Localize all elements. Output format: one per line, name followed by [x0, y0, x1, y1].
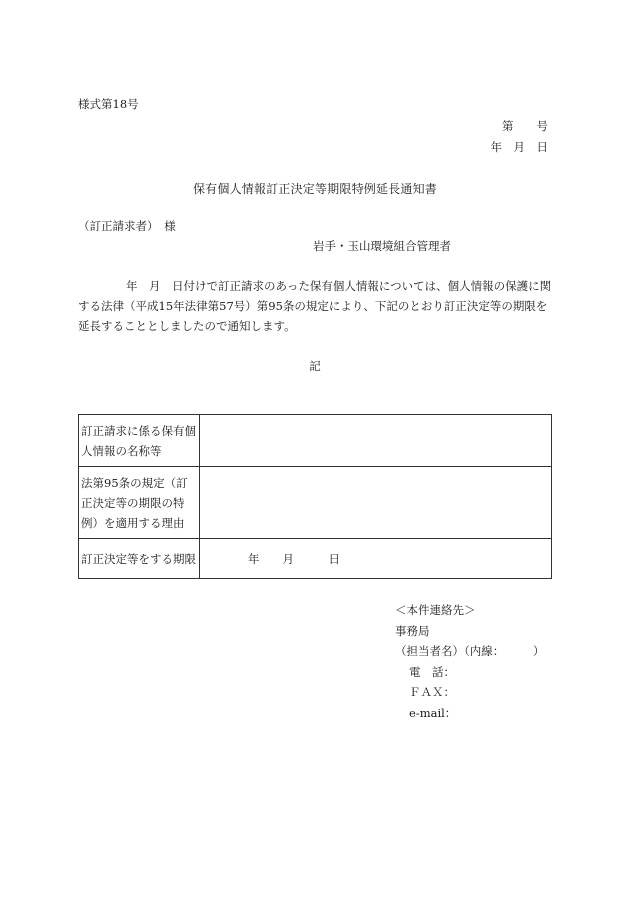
contact-email: e-mail：: [409, 705, 457, 720]
contact-person: （担当者名）（内線： ）: [395, 644, 545, 658]
row-value-deadline[interactable]: 年 月 日: [200, 539, 552, 579]
row-label-reason: 法第95条の規定（訂正決定等の期限の特例）を適用する理由: [79, 467, 200, 539]
contact-fax: ＦＡＸ：: [409, 685, 455, 699]
contact-phone: 電 話：: [409, 664, 455, 679]
document-title: 保有個人情報訂正決定等期限特例延長通知書: [192, 182, 437, 196]
row-value-reason[interactable]: [200, 467, 552, 539]
contact-block: [395, 600, 545, 723]
document-number: 第 号: [502, 119, 548, 133]
row-label-info-name: 訂正請求に係る保有個人情報の名称等: [79, 415, 200, 467]
document-date: 年 月 日: [490, 140, 548, 154]
table-row: [79, 415, 552, 467]
sender: 岩手・玉山環境組合管理者: [313, 239, 451, 253]
form-number: 様式第18号: [78, 97, 139, 111]
row-label-deadline: 訂正決定等をする期限: [79, 539, 200, 579]
ki-heading: 記: [309, 359, 321, 373]
table-row: [79, 539, 552, 579]
contact-heading: ＜本件連絡先＞: [395, 603, 476, 617]
detail-table: [78, 414, 552, 579]
recipient: （訂正請求者） 様: [78, 219, 176, 233]
row-value-info-name[interactable]: [200, 415, 552, 467]
body-paragraph: 年 月 日付けで訂正請求のあった保有個人情報については、個人情報の保護に関する法律（平成15年法律第57号）第95条の規定により、下記のとおり訂正決定等の期限を延長することとしましたので通知します。: [78, 279, 552, 333]
table-row: [79, 467, 552, 539]
contact-office: 事務局: [395, 623, 430, 638]
